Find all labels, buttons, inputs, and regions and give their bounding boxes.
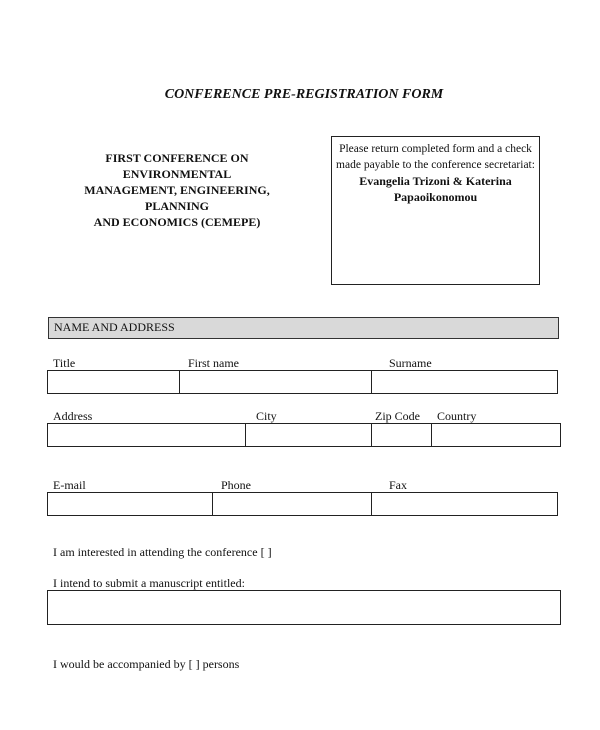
secretariat-names-line-2: Papaoikonomou [393, 190, 478, 204]
manuscript-title-field[interactable] [47, 590, 561, 625]
country-field[interactable] [431, 423, 561, 447]
manuscript-label: I intend to submit a manuscript entitled: [53, 576, 245, 590]
email-field[interactable] [47, 492, 213, 516]
return-instructions-line-1: Please return completed form and a check [339, 143, 532, 155]
first-name-label: First name [188, 356, 239, 370]
zip-code-label: Zip Code [375, 409, 420, 423]
fax-field[interactable] [371, 492, 558, 516]
phone-field[interactable] [212, 492, 372, 516]
address-label: Address [53, 409, 93, 423]
first-name-field[interactable] [179, 370, 372, 394]
address-field[interactable] [47, 423, 246, 447]
conference-name [52, 150, 302, 230]
secretariat-names-line-1: Evangelia Trizoni & Katerina [359, 174, 512, 188]
return-instructions-line-2: made payable to the conference secretariat: [336, 159, 535, 171]
return-instructions-box [331, 136, 540, 285]
section-header-name-address: NAME AND ADDRESS [48, 317, 559, 339]
country-label: Country [437, 409, 477, 423]
title-label: Title [53, 356, 76, 370]
surname-label: Surname [389, 356, 432, 370]
title-field[interactable] [47, 370, 180, 394]
accompanied-persons-line[interactable]: I would be accompanied by [ ] persons [53, 657, 240, 671]
phone-label: Phone [221, 478, 251, 492]
fax-label: Fax [389, 478, 407, 492]
attending-checkbox-line[interactable]: I am interested in attending the conference [ ] [53, 545, 272, 559]
city-label: City [256, 409, 277, 423]
email-label: E-mail [53, 478, 86, 492]
city-field[interactable] [245, 423, 372, 447]
conference-name-line-3: AND ECONOMICS (CEMEPE) [93, 215, 261, 229]
conference-name-line-1: FIRST CONFERENCE ON ENVIRONMENTAL [105, 151, 249, 181]
surname-field[interactable] [371, 370, 558, 394]
conference-name-line-2: MANAGEMENT, ENGINEERING, PLANNING [84, 183, 270, 213]
form-title: CONFERENCE PRE-REGISTRATION FORM [164, 87, 444, 102]
zip-code-field[interactable] [371, 423, 432, 447]
